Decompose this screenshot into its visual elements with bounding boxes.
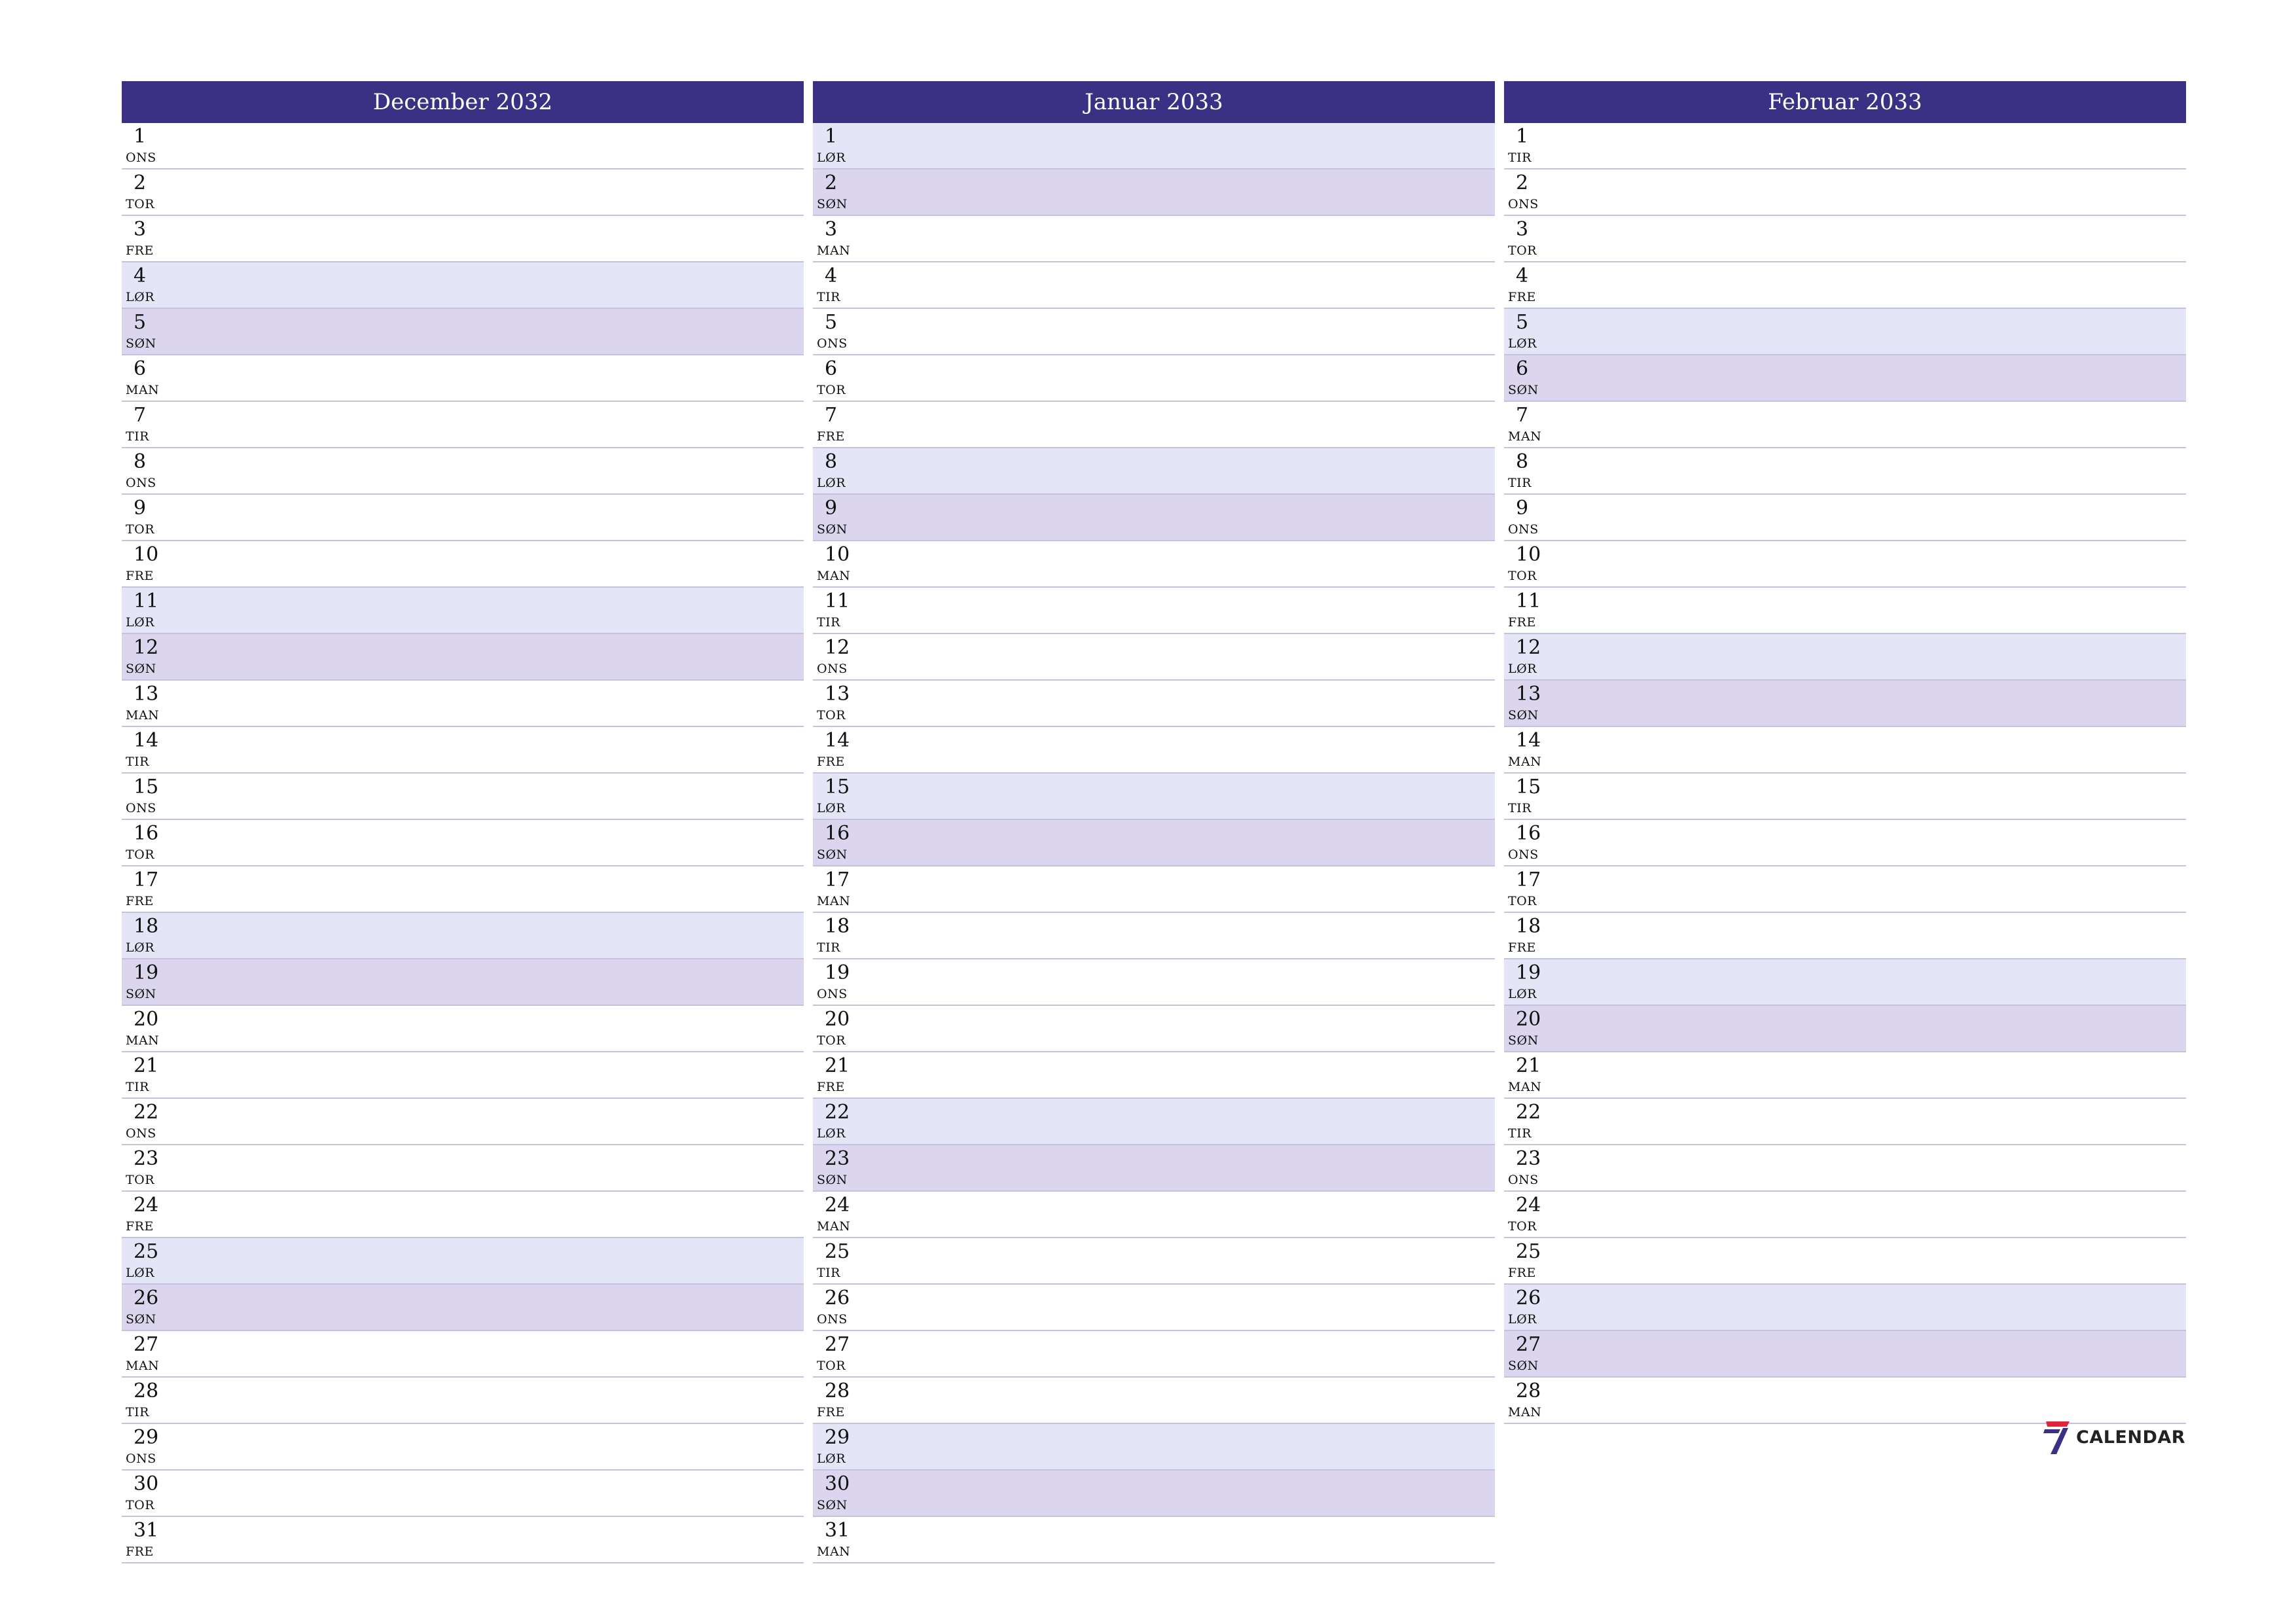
day-row[interactable]	[122, 448, 804, 495]
day-name: ONS	[817, 662, 848, 676]
day-number: 7	[1516, 404, 1529, 427]
day-number: 21	[825, 1054, 850, 1077]
day-number: 24	[134, 1194, 159, 1217]
day-name: LØR	[817, 476, 846, 490]
day-number: 2	[1516, 171, 1529, 194]
day-row[interactable]	[1504, 820, 2186, 866]
day-name: SØN	[1508, 708, 1539, 722]
day-row[interactable]	[122, 1331, 804, 1378]
day-name: ONS	[126, 801, 156, 815]
day-number: 4	[1516, 264, 1529, 287]
day-row[interactable]	[813, 541, 1495, 588]
day-name: MAN	[817, 894, 851, 908]
day-name: LØR	[817, 1452, 846, 1466]
day-row[interactable]	[1504, 1331, 2186, 1378]
day-list	[122, 123, 804, 1563]
day-number: 31	[134, 1519, 159, 1542]
day-name: MAN	[817, 1544, 851, 1559]
day-name: MAN	[126, 1033, 160, 1048]
day-number: 20	[134, 1008, 159, 1031]
day-row[interactable]	[1504, 727, 2186, 774]
day-number: 26	[134, 1287, 159, 1310]
calendar-logo[interactable]	[2043, 1418, 2185, 1457]
day-number: 13	[1516, 683, 1541, 705]
day-row[interactable]	[122, 634, 804, 681]
day-name: MAN	[817, 1219, 851, 1234]
day-row[interactable]	[122, 1192, 804, 1238]
day-name: FRE	[1508, 940, 1536, 955]
month-column-februar	[1504, 81, 2186, 1424]
day-number: 26	[825, 1287, 850, 1310]
day-row[interactable]	[122, 1006, 804, 1052]
day-row[interactable]	[813, 262, 1495, 309]
day-row[interactable]	[813, 1052, 1495, 1099]
day-row[interactable]	[122, 402, 804, 448]
day-number: 5	[134, 311, 147, 334]
day-number: 2	[134, 171, 147, 194]
day-name: TIR	[1508, 476, 1532, 490]
day-number: 24	[1516, 1194, 1541, 1217]
day-name: SØN	[817, 1173, 848, 1187]
day-name: MAN	[817, 569, 851, 583]
day-name: TOR	[126, 1173, 155, 1187]
day-name: SØN	[817, 847, 848, 862]
day-number: 26	[1516, 1287, 1541, 1310]
day-row[interactable]	[122, 681, 804, 727]
day-number: 15	[134, 776, 159, 798]
day-number: 28	[1516, 1380, 1541, 1402]
day-name: TIR	[817, 940, 840, 955]
day-number: 22	[825, 1101, 850, 1124]
day-number: 3	[1516, 218, 1529, 241]
day-name: MAN	[1508, 755, 1542, 769]
day-name: TOR	[817, 1033, 846, 1048]
day-number: 23	[825, 1147, 850, 1170]
day-number: 25	[134, 1240, 159, 1263]
day-row[interactable]	[122, 959, 804, 1006]
day-row[interactable]	[122, 1378, 804, 1424]
day-row[interactable]	[122, 913, 804, 959]
day-number: 9	[1516, 497, 1529, 520]
day-name: FRE	[126, 243, 154, 258]
day-row[interactable]	[1504, 866, 2186, 913]
day-number: 25	[1516, 1240, 1541, 1263]
day-row[interactable]	[1504, 216, 2186, 262]
day-number: 27	[134, 1333, 159, 1356]
day-row[interactable]	[813, 1192, 1495, 1238]
day-name: ONS	[126, 1126, 156, 1141]
day-name: ONS	[1508, 522, 1539, 537]
day-number: 19	[825, 961, 850, 984]
day-name: LØR	[126, 940, 154, 955]
day-row[interactable]	[813, 1331, 1495, 1378]
day-row[interactable]	[813, 1517, 1495, 1563]
day-number: 11	[134, 590, 159, 613]
day-name: SØN	[817, 197, 848, 211]
month-header: December 2032	[122, 81, 804, 123]
day-row[interactable]	[122, 1145, 804, 1192]
day-number: 10	[825, 543, 850, 566]
day-number: 3	[134, 218, 147, 241]
day-number: 8	[134, 450, 147, 473]
day-number: 4	[134, 264, 147, 287]
day-number: 9	[825, 497, 838, 520]
day-name: MAN	[1508, 1080, 1542, 1094]
day-row[interactable]	[813, 913, 1495, 959]
day-number: 30	[134, 1472, 159, 1495]
day-row[interactable]	[813, 1378, 1495, 1424]
day-name: FRE	[1508, 290, 1536, 304]
day-name: TIR	[126, 1080, 149, 1094]
day-row[interactable]	[813, 634, 1495, 681]
day-row[interactable]	[813, 1006, 1495, 1052]
day-number: 15	[1516, 776, 1541, 798]
day-number: 3	[825, 218, 838, 241]
day-number: 16	[134, 822, 159, 845]
day-name: TOR	[1508, 894, 1537, 908]
day-row[interactable]	[1504, 262, 2186, 309]
day-row[interactable]	[1504, 774, 2186, 820]
day-row[interactable]	[1504, 1192, 2186, 1238]
day-row[interactable]	[1504, 169, 2186, 216]
day-number: 14	[134, 729, 159, 752]
day-number: 7	[134, 404, 147, 427]
day-number: 28	[134, 1380, 159, 1402]
day-row[interactable]	[1504, 1238, 2186, 1285]
day-name: ONS	[817, 336, 848, 351]
day-name: ONS	[1508, 1173, 1539, 1187]
day-name: TOR	[817, 383, 846, 397]
seven-logo-icon	[2043, 1419, 2071, 1455]
day-name: SØN	[1508, 1359, 1539, 1373]
day-row[interactable]	[813, 588, 1495, 634]
day-row[interactable]	[122, 495, 804, 541]
day-number: 5	[825, 311, 838, 334]
month-column-december	[122, 81, 804, 1563]
day-number: 18	[134, 915, 159, 938]
day-name: FRE	[817, 755, 845, 769]
day-number: 27	[1516, 1333, 1541, 1356]
day-name: ONS	[1508, 197, 1539, 211]
day-number: 17	[1516, 868, 1541, 891]
day-name: SØN	[126, 662, 156, 676]
day-name: LØR	[126, 615, 154, 630]
day-name: TIR	[1508, 1126, 1532, 1141]
day-number: 29	[825, 1426, 850, 1449]
day-name: TOR	[817, 1359, 846, 1373]
day-row[interactable]	[122, 866, 804, 913]
day-name: ONS	[126, 1452, 156, 1466]
day-name: ONS	[817, 1312, 848, 1327]
day-row[interactable]	[122, 1099, 804, 1145]
day-name: TIR	[126, 755, 149, 769]
day-row[interactable]	[1504, 355, 2186, 402]
day-name: LØR	[817, 801, 846, 815]
day-name: LØR	[1508, 336, 1537, 351]
day-number: 30	[825, 1472, 850, 1495]
day-number: 18	[825, 915, 850, 938]
day-name: MAN	[126, 383, 160, 397]
day-number: 20	[1516, 1008, 1541, 1031]
day-row[interactable]	[813, 448, 1495, 495]
day-row[interactable]	[1504, 913, 2186, 959]
day-number: 19	[1516, 961, 1541, 984]
day-name: SØN	[126, 987, 156, 1001]
day-number: 25	[825, 1240, 850, 1263]
day-list	[813, 123, 1495, 1563]
day-name: MAN	[817, 243, 851, 258]
day-row[interactable]	[813, 123, 1495, 169]
day-row[interactable]	[122, 820, 804, 866]
day-name: ONS	[126, 151, 156, 165]
day-number: 9	[134, 497, 147, 520]
day-number: 16	[825, 822, 850, 845]
day-row[interactable]	[813, 1238, 1495, 1285]
day-row[interactable]	[1504, 402, 2186, 448]
day-number: 10	[134, 543, 159, 566]
month-column-januar	[813, 81, 1495, 1563]
day-row[interactable]	[122, 216, 804, 262]
day-number: 21	[1516, 1054, 1541, 1077]
day-number: 11	[1516, 590, 1541, 613]
day-row[interactable]	[122, 262, 804, 309]
day-name: TOR	[817, 708, 846, 722]
day-name: SØN	[126, 1312, 156, 1327]
day-row[interactable]	[813, 1145, 1495, 1192]
day-row[interactable]	[813, 216, 1495, 262]
day-row[interactable]	[813, 1424, 1495, 1471]
day-name: FRE	[126, 1219, 154, 1234]
day-row[interactable]	[122, 588, 804, 634]
day-name: SØN	[1508, 383, 1539, 397]
day-row[interactable]	[122, 541, 804, 588]
day-row[interactable]	[122, 123, 804, 169]
day-row[interactable]	[813, 355, 1495, 402]
day-number: 6	[825, 357, 838, 380]
day-row[interactable]	[122, 355, 804, 402]
day-row[interactable]	[122, 1052, 804, 1099]
day-name: FRE	[817, 1080, 845, 1094]
day-number: 20	[825, 1008, 850, 1031]
day-number: 5	[1516, 311, 1529, 334]
day-number: 1	[134, 125, 147, 148]
day-number: 8	[825, 450, 838, 473]
day-number: 12	[825, 636, 850, 659]
day-row[interactable]	[813, 727, 1495, 774]
day-row[interactable]	[122, 1517, 804, 1563]
day-number: 19	[134, 961, 159, 984]
day-name: MAN	[126, 708, 160, 722]
day-number: 12	[134, 636, 159, 659]
day-row[interactable]	[813, 866, 1495, 913]
day-row[interactable]	[1504, 309, 2186, 355]
day-number: 6	[134, 357, 147, 380]
day-number: 8	[1516, 450, 1529, 473]
day-name: TOR	[126, 522, 155, 537]
day-name: MAN	[1508, 1405, 1542, 1419]
day-name: TIR	[817, 1266, 840, 1280]
day-row[interactable]	[1504, 1099, 2186, 1145]
day-number: 17	[134, 868, 159, 891]
day-number: 6	[1516, 357, 1529, 380]
day-row[interactable]	[813, 169, 1495, 216]
day-number: 22	[1516, 1101, 1541, 1124]
day-row[interactable]	[122, 309, 804, 355]
day-number: 4	[825, 264, 838, 287]
day-name: LØR	[817, 151, 846, 165]
day-name: TOR	[1508, 243, 1537, 258]
day-name: FRE	[126, 1544, 154, 1559]
day-number: 14	[1516, 729, 1541, 752]
day-number: 1	[1516, 125, 1529, 148]
day-number: 22	[134, 1101, 159, 1124]
day-number: 14	[825, 729, 850, 752]
day-row[interactable]	[122, 169, 804, 216]
day-name: TOR	[1508, 1219, 1537, 1234]
day-list	[1504, 123, 2186, 1424]
day-row[interactable]	[1504, 588, 2186, 634]
logo-text: CALENDAR	[2076, 1427, 2186, 1448]
day-row[interactable]	[1504, 1285, 2186, 1331]
day-name: TIR	[817, 290, 840, 304]
day-number: 13	[134, 683, 159, 705]
day-name: FRE	[1508, 1266, 1536, 1280]
day-row[interactable]	[1504, 495, 2186, 541]
day-row[interactable]	[122, 1285, 804, 1331]
day-row[interactable]	[122, 1238, 804, 1285]
day-number: 1	[825, 125, 838, 148]
day-row[interactable]	[813, 495, 1495, 541]
day-name: ONS	[817, 987, 848, 1001]
day-row[interactable]	[122, 774, 804, 820]
day-row[interactable]	[813, 1471, 1495, 1517]
day-number: 17	[825, 868, 850, 891]
day-number: 10	[1516, 543, 1541, 566]
day-name: FRE	[1508, 615, 1536, 630]
month-header: Februar 2033	[1504, 81, 2186, 123]
day-number: 13	[825, 683, 850, 705]
day-name: FRE	[126, 894, 154, 908]
day-row[interactable]	[1504, 541, 2186, 588]
day-row[interactable]	[1504, 448, 2186, 495]
day-row[interactable]	[813, 309, 1495, 355]
day-name: TIR	[1508, 151, 1532, 165]
day-row[interactable]	[813, 681, 1495, 727]
day-row[interactable]	[813, 1285, 1495, 1331]
day-number: 18	[1516, 915, 1541, 938]
day-number: 29	[134, 1426, 159, 1449]
day-row[interactable]	[122, 727, 804, 774]
day-row[interactable]	[122, 1471, 804, 1517]
day-name: ONS	[1508, 847, 1539, 862]
day-row[interactable]	[1504, 681, 2186, 727]
day-name: TOR	[126, 1498, 155, 1512]
day-row[interactable]	[1504, 1052, 2186, 1099]
day-name: LØR	[1508, 662, 1537, 676]
day-row[interactable]	[1504, 1145, 2186, 1192]
day-name: LØR	[126, 1266, 154, 1280]
day-name: TOR	[126, 847, 155, 862]
day-name: FRE	[817, 429, 845, 444]
day-row[interactable]	[122, 1424, 804, 1471]
day-name: TOR	[126, 197, 155, 211]
day-name: TIR	[1508, 801, 1532, 815]
day-number: 23	[134, 1147, 159, 1170]
day-name: MAN	[126, 1359, 160, 1373]
day-name: TIR	[126, 1405, 149, 1419]
day-row[interactable]	[813, 1099, 1495, 1145]
day-name: LØR	[1508, 1312, 1537, 1327]
day-name: LØR	[817, 1126, 846, 1141]
day-name: FRE	[126, 569, 154, 583]
day-name: TIR	[817, 615, 840, 630]
day-name: TIR	[126, 429, 149, 444]
day-row[interactable]	[1504, 1006, 2186, 1052]
day-row[interactable]	[813, 774, 1495, 820]
day-name: FRE	[817, 1405, 845, 1419]
day-number: 27	[825, 1333, 850, 1356]
day-number: 15	[825, 776, 850, 798]
day-name: SØN	[817, 1498, 848, 1512]
day-row[interactable]	[1504, 634, 2186, 681]
day-number: 7	[825, 404, 838, 427]
day-row[interactable]	[813, 820, 1495, 866]
day-number: 28	[825, 1380, 850, 1402]
day-name: LØR	[126, 290, 154, 304]
day-row[interactable]	[1504, 959, 2186, 1006]
day-name: SØN	[1508, 1033, 1539, 1048]
day-name: SØN	[126, 336, 156, 351]
day-number: 11	[825, 590, 850, 613]
day-name: SØN	[817, 522, 848, 537]
day-number: 24	[825, 1194, 850, 1217]
day-number: 12	[1516, 636, 1541, 659]
day-name: TOR	[1508, 569, 1537, 583]
day-number: 16	[1516, 822, 1541, 845]
day-row[interactable]	[1504, 123, 2186, 169]
day-row[interactable]	[813, 402, 1495, 448]
day-number: 2	[825, 171, 838, 194]
day-name: MAN	[1508, 429, 1542, 444]
day-number: 21	[134, 1054, 159, 1077]
day-number: 23	[1516, 1147, 1541, 1170]
day-name: LØR	[1508, 987, 1537, 1001]
month-header: Januar 2033	[813, 81, 1495, 123]
day-row[interactable]	[813, 959, 1495, 1006]
day-name: ONS	[126, 476, 156, 490]
day-number: 31	[825, 1519, 850, 1542]
